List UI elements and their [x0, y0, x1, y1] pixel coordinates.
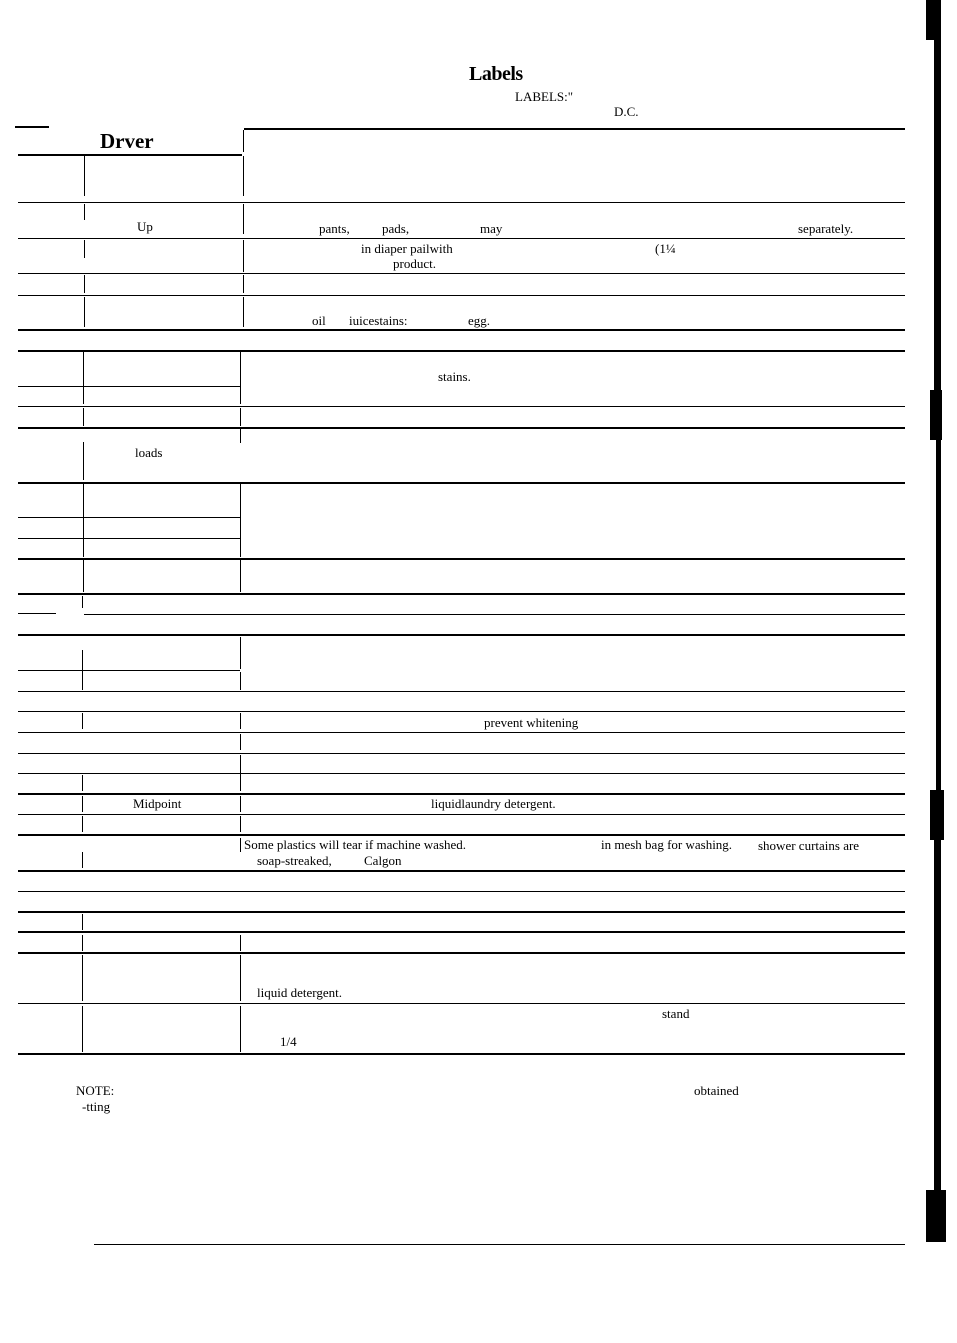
col-divider	[243, 156, 244, 196]
section-rule	[18, 870, 905, 872]
col-divider	[243, 240, 244, 272]
cell-label: loads	[135, 445, 163, 460]
cell-text: liquidlaundry detergent.	[431, 796, 556, 811]
cell-text: egg.	[468, 313, 491, 328]
row-rule	[18, 773, 905, 774]
col-divider	[240, 672, 241, 690]
row-rule	[18, 732, 905, 733]
page-edge-bar	[930, 390, 942, 440]
col-divider	[83, 442, 84, 480]
col-divider	[240, 1006, 241, 1052]
col-divider	[240, 838, 241, 852]
section-rule	[18, 931, 905, 933]
row-rule	[18, 691, 905, 692]
row-rule	[18, 386, 240, 387]
section-rule	[18, 482, 905, 484]
col-divider	[243, 297, 244, 327]
col-divider	[240, 713, 241, 729]
section-rule	[18, 427, 905, 429]
cell-text: pads,	[382, 221, 410, 236]
col-divider	[84, 275, 85, 293]
row-rule	[18, 517, 240, 518]
cell-text: separately.	[798, 221, 854, 236]
cell-text: stains.	[438, 369, 471, 384]
row-rule	[18, 202, 905, 203]
row-rule	[18, 1003, 905, 1004]
section-rule	[18, 329, 905, 331]
cell-text: in diaper pailwith	[361, 241, 453, 256]
cell-text: stand	[662, 1006, 690, 1021]
cell-label: Up	[137, 219, 153, 234]
page-subtitle-part1: LABELS:"	[515, 89, 574, 104]
page-edge-bar	[936, 440, 941, 790]
col-divider	[240, 755, 241, 791]
row-rule	[18, 238, 905, 239]
column-header-dryer: Drver	[100, 129, 154, 153]
col-divider	[84, 297, 85, 327]
col-divider	[83, 560, 84, 592]
cell-text: shower curtains are	[758, 838, 860, 853]
footer-rule	[94, 1244, 905, 1245]
col-divider	[240, 816, 241, 832]
col-divider	[243, 204, 244, 234]
col-divider	[83, 484, 84, 557]
page-edge-bar	[930, 790, 944, 840]
col-divider	[82, 1006, 83, 1052]
col-divider	[82, 914, 83, 930]
row-rule	[18, 406, 905, 407]
row-rule	[18, 891, 905, 892]
cell-text: liquid detergent.	[257, 985, 342, 1000]
col-divider	[82, 650, 83, 690]
table-bottom-rule	[18, 1053, 905, 1055]
col-divider	[240, 935, 241, 951]
col-divider	[243, 275, 244, 293]
section-rule	[18, 558, 905, 560]
cell-text: 1/4	[280, 1034, 297, 1049]
col-divider	[84, 240, 85, 258]
row-rule	[18, 711, 905, 712]
cell-text: in mesh bag for washing.	[601, 837, 733, 852]
section-rule	[18, 634, 905, 636]
cell-text: Some plastics will tear if machine washed.	[244, 837, 467, 852]
col-divider	[83, 352, 84, 404]
section-rule	[18, 834, 905, 836]
cell-text: may	[480, 221, 503, 236]
table-top-rule	[244, 128, 905, 130]
cell-text: prevent whitening	[484, 715, 579, 730]
cell-text: product.	[393, 256, 436, 271]
col-divider	[240, 484, 241, 557]
footnote-label: NOTE:	[76, 1083, 115, 1098]
col-divider	[82, 596, 83, 608]
page-edge-bar	[926, 1190, 946, 1242]
cell-text: iuicestains:	[349, 313, 408, 328]
section-rule	[18, 593, 905, 595]
col-divider	[82, 935, 83, 951]
col-divider	[82, 796, 83, 812]
row-rule	[18, 295, 905, 296]
col-divider	[82, 775, 83, 791]
section-rule	[18, 952, 905, 954]
row-rule	[18, 670, 240, 671]
col-divider	[240, 408, 241, 426]
col-divider	[240, 560, 241, 592]
row-rule	[18, 814, 905, 815]
footnote-text: obtained	[694, 1083, 739, 1098]
page-title: Labels	[469, 63, 523, 85]
col-divider	[240, 429, 241, 443]
page-edge-bar	[926, 0, 941, 40]
row-rule	[18, 538, 240, 539]
section-rule	[18, 793, 905, 795]
corner-dash	[15, 126, 49, 128]
col-divider	[82, 955, 83, 1001]
cell-text: (1¼	[655, 241, 676, 256]
cell-text: soap-streaked,	[257, 853, 332, 868]
row-rule	[18, 273, 905, 274]
col-divider	[240, 796, 241, 812]
section-rule	[18, 350, 905, 352]
row-rule	[18, 613, 56, 614]
col-divider	[243, 130, 244, 152]
cell-text: Calgon	[364, 853, 402, 868]
col-divider	[84, 156, 85, 196]
col-divider	[82, 713, 83, 729]
section-rule	[18, 911, 905, 913]
col-divider	[82, 816, 83, 832]
cell-text: oil	[312, 313, 326, 328]
footnote-text: -tting	[82, 1099, 111, 1114]
col-divider	[84, 204, 85, 220]
col-divider	[240, 637, 241, 669]
cell-label: Midpoint	[133, 796, 182, 811]
page-edge-bar	[934, 840, 941, 1190]
col-divider	[82, 852, 83, 868]
col-divider	[240, 352, 241, 404]
header-underline	[18, 154, 242, 156]
page-edge-bar	[934, 40, 941, 390]
row-rule	[18, 753, 905, 754]
cell-text: pants,	[319, 221, 350, 236]
col-divider	[83, 408, 84, 426]
col-divider	[240, 734, 241, 750]
page-subtitle-part2: D.C.	[614, 104, 639, 119]
col-divider	[240, 955, 241, 1001]
row-rule	[84, 614, 905, 615]
